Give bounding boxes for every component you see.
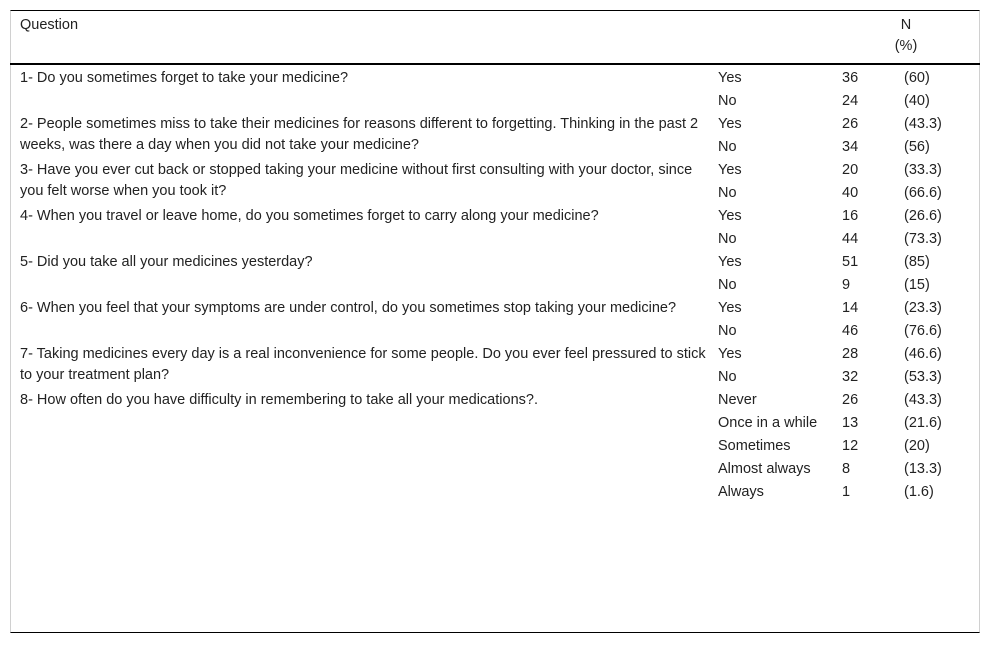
question-cell: 3- Have you ever cut back or stopped taking your medicine without first consulting with your doctor, since you felt worse when you took it? bbox=[20, 162, 693, 199]
answer-cell: Yes bbox=[718, 346, 742, 362]
question-cell: 8- How often do you have difficulty in remembering to take all your medications?. bbox=[20, 392, 538, 408]
table-row bbox=[10, 343, 980, 366]
answer-cell: No bbox=[718, 185, 737, 201]
answer-cell: Yes bbox=[718, 116, 742, 132]
percent-cell: (1.6) bbox=[904, 484, 934, 500]
count-cell: 9 bbox=[842, 277, 851, 293]
count-cell: 32 bbox=[842, 369, 859, 385]
answer-cell: No bbox=[718, 93, 737, 109]
count-cell: 44 bbox=[842, 231, 859, 247]
table-row bbox=[10, 389, 980, 412]
count-cell: 36 bbox=[842, 70, 859, 86]
percent-cell: (46.6) bbox=[904, 346, 942, 362]
table-row bbox=[10, 64, 980, 90]
table-row bbox=[10, 159, 980, 182]
header-question: Question bbox=[20, 17, 79, 33]
percent-cell: (40) bbox=[904, 93, 930, 109]
table-row bbox=[10, 113, 980, 136]
count-cell: 51 bbox=[842, 254, 859, 270]
percent-cell: (66.6) bbox=[904, 185, 942, 201]
answer-cell: No bbox=[718, 369, 737, 385]
percent-cell: (76.6) bbox=[904, 323, 942, 339]
answer-cell: No bbox=[718, 277, 737, 293]
header-pct-label: (%) bbox=[894, 38, 918, 54]
count-cell: 14 bbox=[842, 300, 859, 316]
table-body bbox=[10, 64, 980, 504]
count-cell: 28 bbox=[842, 346, 859, 362]
table-row bbox=[10, 251, 980, 274]
count-cell: 16 bbox=[842, 208, 859, 224]
answer-cell: Yes bbox=[718, 254, 742, 270]
header-n bbox=[832, 11, 980, 64]
question-cell: 5- Did you take all your medicines yesterday? bbox=[20, 254, 313, 270]
count-cell: 46 bbox=[842, 323, 859, 339]
table-row bbox=[10, 297, 980, 320]
question-cell: 6- When you feel that your symptoms are under control, do you sometimes stop taking your medicine? bbox=[20, 300, 677, 316]
percent-cell: (43.3) bbox=[904, 116, 942, 132]
percent-cell: (73.3) bbox=[904, 231, 942, 247]
percent-cell: (53.3) bbox=[904, 369, 942, 385]
count-cell: 12 bbox=[842, 438, 859, 454]
count-cell: 1 bbox=[842, 484, 851, 500]
table-row bbox=[10, 205, 980, 228]
percent-cell: (33.3) bbox=[904, 162, 942, 178]
header-answer bbox=[708, 11, 832, 64]
count-cell: 26 bbox=[842, 116, 859, 132]
answer-cell: Never bbox=[718, 392, 757, 408]
answer-cell: Yes bbox=[718, 162, 742, 178]
count-cell: 13 bbox=[842, 415, 859, 431]
answer-cell: Sometimes bbox=[718, 438, 791, 454]
count-cell: 8 bbox=[842, 461, 851, 477]
answer-cell: No bbox=[718, 231, 737, 247]
percent-cell: (26.6) bbox=[904, 208, 942, 224]
percent-cell: (15) bbox=[904, 277, 930, 293]
count-cell: 40 bbox=[842, 185, 859, 201]
percent-cell: (85) bbox=[904, 254, 930, 270]
adherence-table bbox=[10, 11, 980, 504]
answer-cell: Yes bbox=[718, 70, 742, 86]
answer-cell: Yes bbox=[718, 300, 742, 316]
answer-cell: No bbox=[718, 139, 737, 155]
percent-cell: (43.3) bbox=[904, 392, 942, 408]
question-cell: 1- Do you sometimes forget to take your medicine? bbox=[20, 70, 349, 86]
count-cell: 26 bbox=[842, 392, 859, 408]
count-cell: 20 bbox=[842, 162, 859, 178]
percent-cell: (23.3) bbox=[904, 300, 942, 316]
percent-cell: (13.3) bbox=[904, 461, 942, 477]
table-header-row bbox=[10, 11, 980, 64]
answer-cell: Almost always bbox=[718, 461, 811, 477]
percent-cell: (21.6) bbox=[904, 415, 942, 431]
count-cell: 24 bbox=[842, 93, 859, 109]
answer-cell: Yes bbox=[718, 208, 742, 224]
question-cell: 2- People sometimes miss to take their medicines for reasons different to forgetting. Thinking in the past 2 weeks, was there a day when you did not take your medicine? bbox=[20, 116, 699, 153]
percent-cell: (20) bbox=[904, 438, 930, 454]
count-cell: 34 bbox=[842, 139, 859, 155]
header-n-label: N bbox=[900, 17, 912, 33]
answer-cell: No bbox=[718, 323, 737, 339]
percent-cell: (60) bbox=[904, 70, 930, 86]
question-cell: 4- When you travel or leave home, do you sometimes forget to carry along your medicine? bbox=[20, 208, 599, 224]
question-cell: 7- Taking medicines every day is a real inconvenience for some people. Do you ever feel pressured to stick to your treatment plan? bbox=[20, 346, 706, 383]
answer-cell: Once in a while bbox=[718, 415, 818, 431]
answer-cell: Always bbox=[718, 484, 764, 500]
percent-cell: (56) bbox=[904, 139, 930, 155]
